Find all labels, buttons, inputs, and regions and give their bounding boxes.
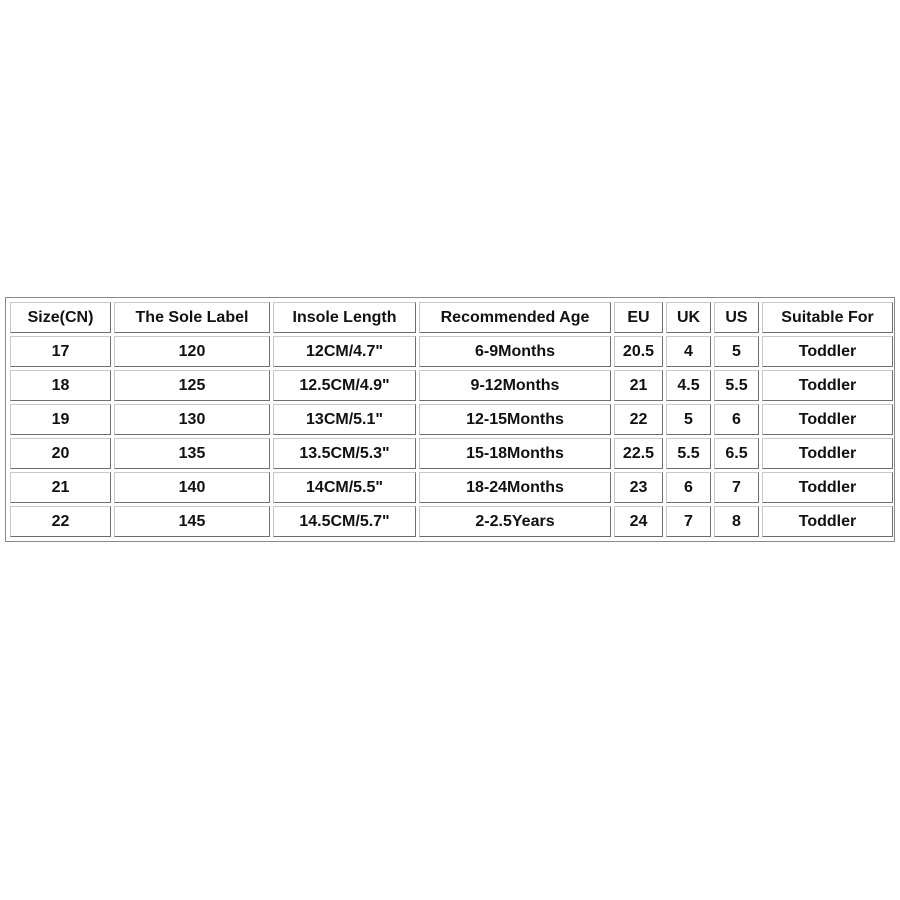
size-table — [7, 299, 896, 540]
table-row — [10, 506, 893, 537]
table-row — [10, 370, 893, 401]
table-row — [10, 404, 893, 435]
cell-uk: 6 — [666, 472, 711, 503]
cell-sole-label: 125 — [114, 370, 270, 401]
cell-size-cn: 22 — [10, 506, 111, 537]
cell-recommended-age: 9-12Months — [419, 370, 611, 401]
cell-size-cn: 17 — [10, 336, 111, 367]
cell-recommended-age: 12-15Months — [419, 404, 611, 435]
cell-suitable-for: Toddler — [762, 472, 893, 503]
cell-sole-label: 130 — [114, 404, 270, 435]
cell-uk: 5.5 — [666, 438, 711, 469]
cell-us: 6.5 — [714, 438, 759, 469]
cell-eu: 21 — [614, 370, 663, 401]
cell-insole-length: 12.5CM/4.9" — [273, 370, 416, 401]
cell-uk: 4.5 — [666, 370, 711, 401]
cell-size-cn: 19 — [10, 404, 111, 435]
cell-eu: 24 — [614, 506, 663, 537]
cell-us: 5 — [714, 336, 759, 367]
table-row — [10, 438, 893, 469]
column-header-recommended-age: Recommended Age — [419, 302, 611, 333]
cell-eu: 22 — [614, 404, 663, 435]
cell-recommended-age: 15-18Months — [419, 438, 611, 469]
cell-eu: 20.5 — [614, 336, 663, 367]
cell-eu: 22.5 — [614, 438, 663, 469]
cell-eu: 23 — [614, 472, 663, 503]
cell-insole-length: 13CM/5.1" — [273, 404, 416, 435]
column-header-suitable-for: Suitable For — [762, 302, 893, 333]
size-chart — [5, 297, 895, 542]
cell-uk: 7 — [666, 506, 711, 537]
cell-suitable-for: Toddler — [762, 506, 893, 537]
column-header-uk: UK — [666, 302, 711, 333]
column-header-us: US — [714, 302, 759, 333]
cell-insole-length: 14CM/5.5" — [273, 472, 416, 503]
cell-size-cn: 20 — [10, 438, 111, 469]
cell-insole-length: 14.5CM/5.7" — [273, 506, 416, 537]
cell-insole-length: 13.5CM/5.3" — [273, 438, 416, 469]
cell-sole-label: 145 — [114, 506, 270, 537]
cell-suitable-for: Toddler — [762, 370, 893, 401]
header-row — [10, 302, 893, 333]
cell-sole-label: 135 — [114, 438, 270, 469]
column-header-size-cn: Size(CN) — [10, 302, 111, 333]
cell-insole-length: 12CM/4.7" — [273, 336, 416, 367]
cell-us: 8 — [714, 506, 759, 537]
cell-size-cn: 21 — [10, 472, 111, 503]
cell-us: 6 — [714, 404, 759, 435]
cell-uk: 4 — [666, 336, 711, 367]
cell-us: 5.5 — [714, 370, 759, 401]
column-header-sole-label: The Sole Label — [114, 302, 270, 333]
cell-recommended-age: 2-2.5Years — [419, 506, 611, 537]
cell-size-cn: 18 — [10, 370, 111, 401]
cell-sole-label: 120 — [114, 336, 270, 367]
cell-uk: 5 — [666, 404, 711, 435]
cell-suitable-for: Toddler — [762, 438, 893, 469]
cell-recommended-age: 18-24Months — [419, 472, 611, 503]
cell-recommended-age: 6-9Months — [419, 336, 611, 367]
cell-us: 7 — [714, 472, 759, 503]
table-row — [10, 336, 893, 367]
column-header-insole-length: Insole Length — [273, 302, 416, 333]
cell-suitable-for: Toddler — [762, 336, 893, 367]
cell-sole-label: 140 — [114, 472, 270, 503]
column-header-eu: EU — [614, 302, 663, 333]
cell-suitable-for: Toddler — [762, 404, 893, 435]
table-row — [10, 472, 893, 503]
